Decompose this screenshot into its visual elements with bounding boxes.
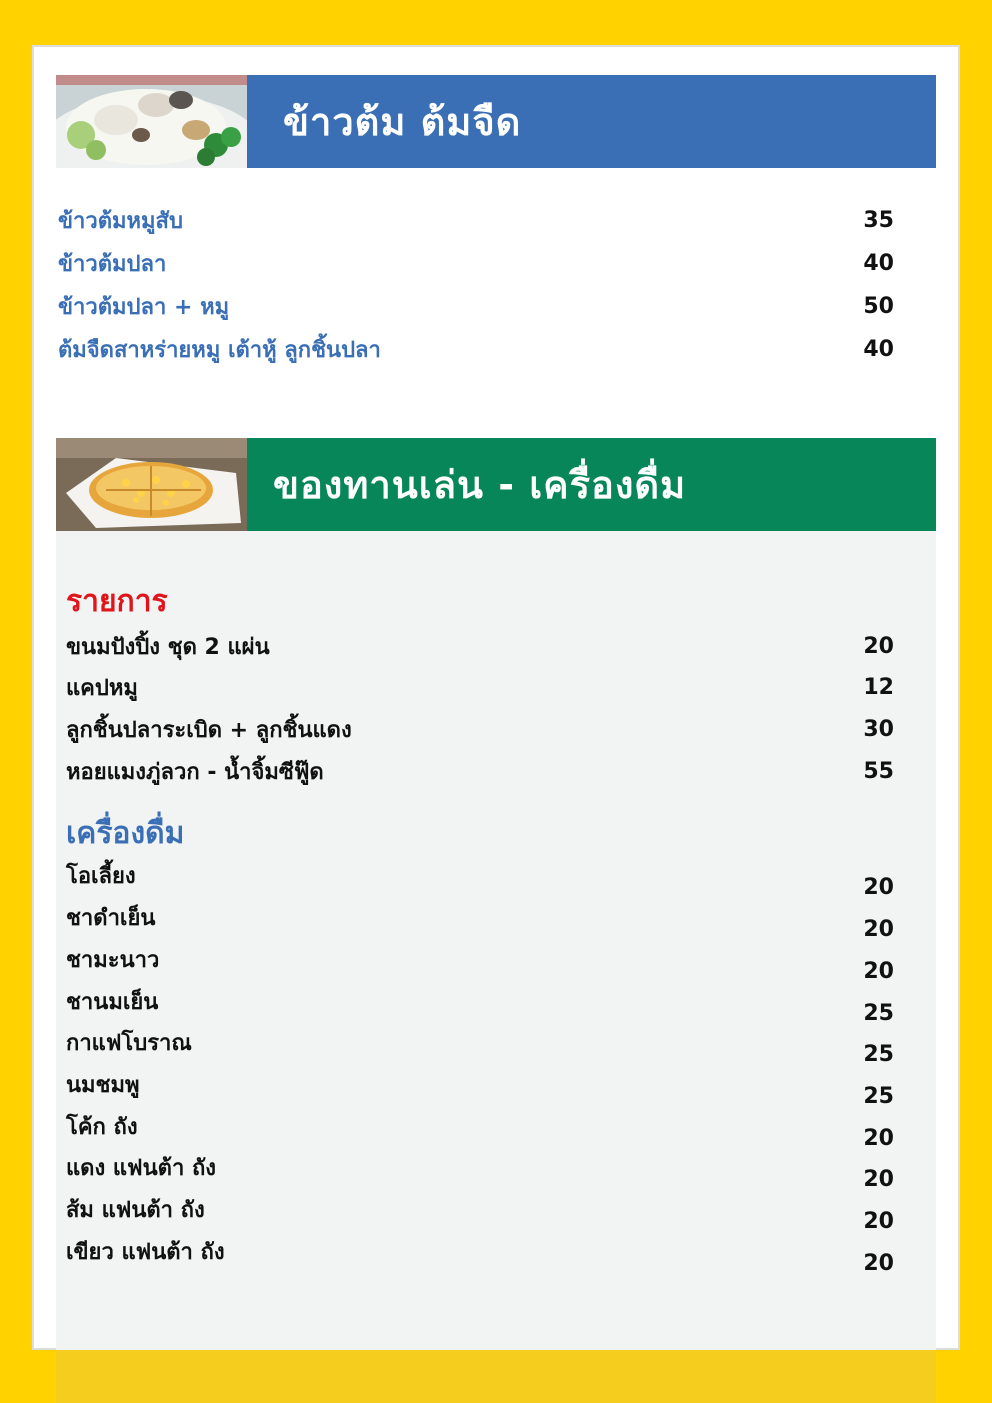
list-item bbox=[66, 1150, 894, 1192]
item-price: 20 bbox=[863, 917, 894, 942]
item-name: เขียว แฟนต้า ถัง bbox=[66, 1240, 225, 1265]
item-price: 20 bbox=[863, 959, 894, 984]
item-price: 55 bbox=[863, 758, 894, 784]
item-name: ชามะนาว bbox=[66, 948, 160, 973]
item-name: ลูกชิ้นปลาระเบิด + ลูกชิ้นแดง bbox=[66, 717, 352, 743]
snack-photo bbox=[56, 438, 247, 531]
item-price: 30 bbox=[863, 716, 894, 742]
list-item bbox=[66, 628, 894, 664]
porridge-title: ข้าวต้ม ต้มจืด bbox=[247, 75, 936, 168]
list-item bbox=[58, 288, 894, 324]
item-price: 25 bbox=[863, 1001, 894, 1026]
list-item bbox=[66, 858, 894, 900]
item-name: ขนมปังปิ้ง ชุด 2 แผ่น bbox=[66, 634, 270, 660]
item-name: ส้ม แฟนต้า ถัง bbox=[66, 1198, 205, 1223]
item-price: 40 bbox=[863, 336, 894, 362]
list-item bbox=[66, 711, 894, 747]
item-name: ข้าวต้มปลา + หมู bbox=[58, 294, 230, 320]
item-name: โอเลี้ยง bbox=[66, 864, 136, 889]
item-name: นมชมพู bbox=[66, 1073, 140, 1098]
list-item bbox=[66, 984, 894, 1026]
porridge-header bbox=[56, 75, 936, 168]
item-price: 25 bbox=[863, 1084, 894, 1109]
item-price: 35 bbox=[863, 207, 894, 233]
porridge-photo bbox=[56, 75, 247, 168]
list-item bbox=[66, 942, 894, 984]
bottom-strip bbox=[56, 1350, 936, 1403]
list-item bbox=[66, 900, 894, 942]
item-name: ต้มจืดสาหร่ายหมู เต้าหู้ ลูกชิ้นปลา bbox=[58, 337, 381, 363]
snack-title: ของทานเล่น - เครื่องดื่ม bbox=[247, 438, 936, 531]
item-price: 20 bbox=[863, 875, 894, 900]
item-price: 50 bbox=[863, 293, 894, 319]
list-item bbox=[66, 1234, 894, 1276]
item-price: 20 bbox=[863, 633, 894, 659]
snack-header bbox=[56, 438, 936, 531]
list-item bbox=[58, 245, 894, 281]
item-price: 20 bbox=[863, 1209, 894, 1234]
item-price: 20 bbox=[863, 1167, 894, 1192]
item-name: แคปหมู bbox=[66, 675, 138, 701]
item-price: 20 bbox=[863, 1251, 894, 1276]
list-item bbox=[66, 669, 894, 705]
item-name: ข้าวต้มหมูสับ bbox=[58, 208, 183, 234]
item-name: โค้ก ถัง bbox=[66, 1115, 138, 1140]
list-item bbox=[58, 331, 894, 367]
item-name: แดง แฟนต้า ถัง bbox=[66, 1156, 217, 1181]
item-price: 25 bbox=[863, 1042, 894, 1067]
item-price: 12 bbox=[863, 674, 894, 700]
list-item bbox=[66, 753, 894, 789]
list-item bbox=[66, 1192, 894, 1234]
item-name: หอยแมงภู่ลวก - น้ำจิ้มซีฟู๊ด bbox=[66, 759, 324, 785]
item-name: ข้าวต้มปลา bbox=[58, 251, 167, 277]
item-name: ชาดำเย็น bbox=[66, 906, 156, 931]
item-price: 20 bbox=[863, 1126, 894, 1151]
snack-heading: รายการ bbox=[66, 584, 168, 619]
list-item bbox=[66, 1025, 894, 1067]
list-item bbox=[58, 202, 894, 238]
list-item bbox=[66, 1109, 894, 1151]
drink-heading: เครื่องดื่ม bbox=[66, 816, 185, 851]
list-item bbox=[66, 1067, 894, 1109]
item-name: กาแฟโบราณ bbox=[66, 1031, 192, 1056]
item-price: 40 bbox=[863, 250, 894, 276]
item-name: ชานมเย็น bbox=[66, 990, 159, 1015]
